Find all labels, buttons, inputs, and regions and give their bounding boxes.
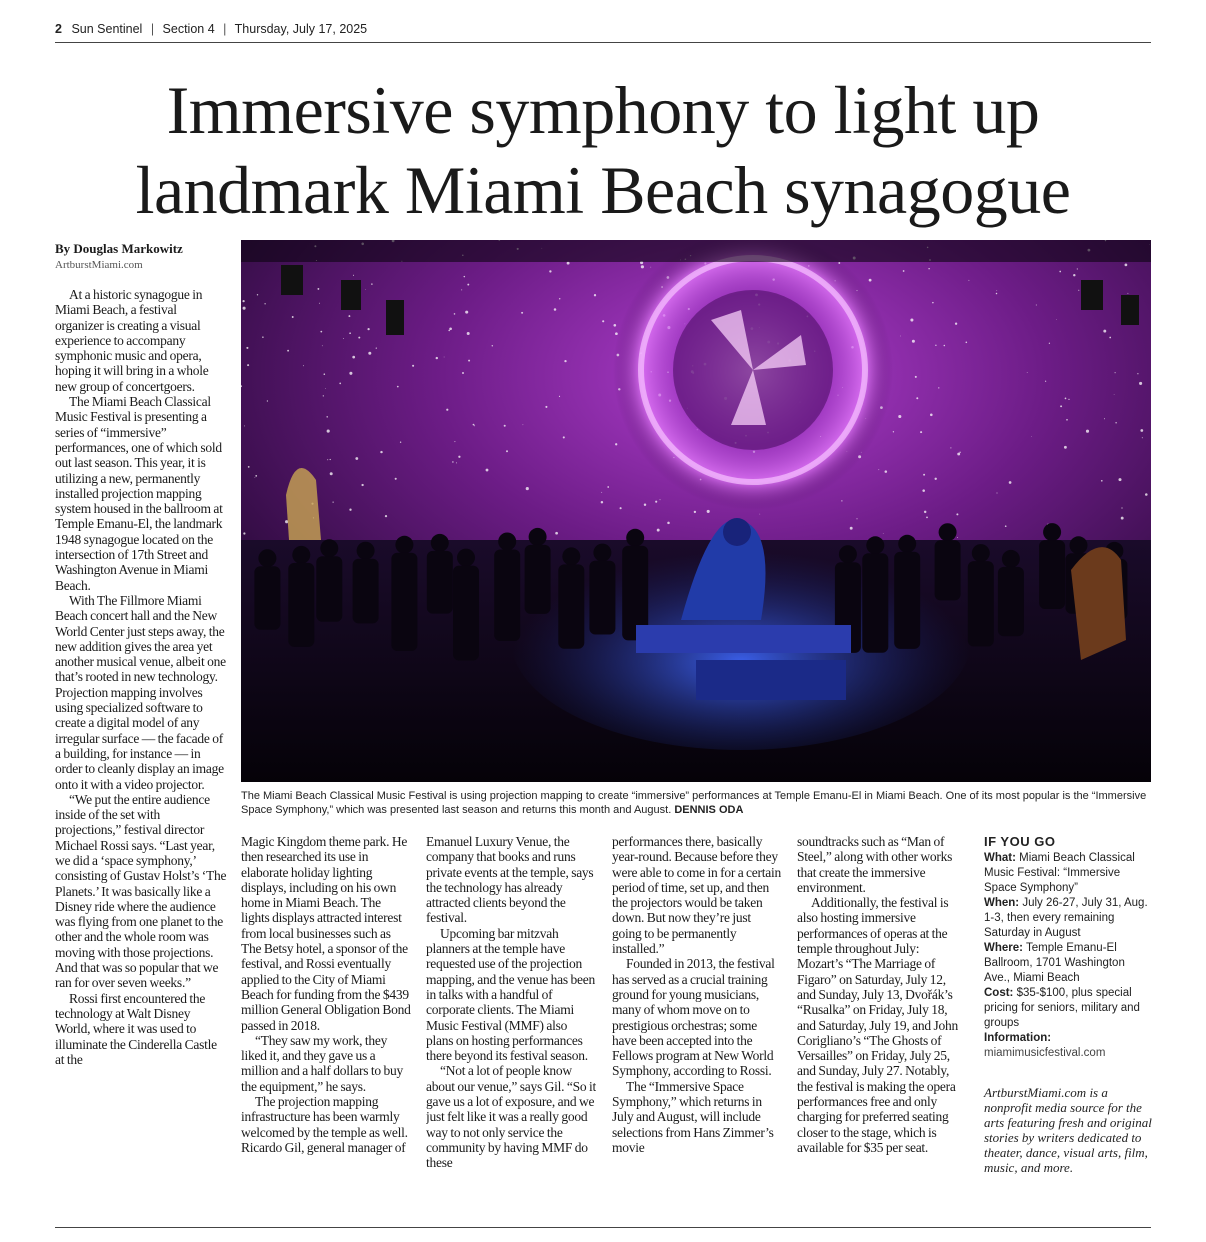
star <box>759 514 760 515</box>
star <box>650 267 651 268</box>
where-value: Temple Emanu-El Ballroom, 1701 Washington Ave., Miami Beach <box>984 942 1125 984</box>
star <box>920 431 922 433</box>
star <box>436 357 438 359</box>
musician-body <box>935 540 961 600</box>
star <box>339 383 341 385</box>
star <box>361 484 363 486</box>
star <box>559 396 560 397</box>
star <box>330 472 333 475</box>
publisher-note: ArtburstMiami.com is a nonprofit media source for the arts featuring fresh and original stories by writers dedicated to theater, dance, visual arts, film, music, and more. <box>984 1085 1152 1175</box>
star <box>323 395 324 396</box>
star <box>1104 418 1105 419</box>
star <box>1049 343 1050 344</box>
star <box>549 270 551 272</box>
star <box>326 416 327 417</box>
musician-head <box>626 529 644 547</box>
musician-head <box>431 534 449 552</box>
if-you-go-where <box>984 941 1152 986</box>
musician-body <box>453 566 479 661</box>
star <box>1045 381 1046 382</box>
headline-line-2: landmark Miami Beach synagogue <box>135 152 1071 228</box>
star <box>264 303 265 304</box>
star <box>615 332 618 335</box>
star <box>1101 480 1103 482</box>
star <box>468 360 470 362</box>
star <box>292 316 294 318</box>
musician-head <box>395 536 413 554</box>
star <box>456 462 457 463</box>
star <box>959 452 960 453</box>
star <box>955 323 957 325</box>
when-label: When: <box>984 897 1020 909</box>
page-number: 2 <box>55 22 62 36</box>
musician-head <box>866 536 884 554</box>
star <box>1115 422 1116 423</box>
if-you-go-when <box>984 896 1152 941</box>
photo-caption <box>241 789 1151 817</box>
star <box>564 360 566 362</box>
star <box>924 511 926 513</box>
star <box>928 268 929 269</box>
star <box>242 300 244 302</box>
star <box>602 320 604 322</box>
musician-head <box>258 549 276 567</box>
star <box>444 357 445 358</box>
musician-head <box>593 544 611 562</box>
star <box>607 486 609 488</box>
star <box>247 364 249 366</box>
star <box>1115 372 1116 373</box>
paragraph: Founded in 2013, the festival has served as a crucial training ground for young musicians, many of whom move on to prestigious orchestras; some have been accepted into the Fellows program at New World Symphony, according to Rossi. <box>612 956 775 1079</box>
star <box>1077 268 1078 269</box>
star <box>454 313 456 315</box>
musician-head <box>292 546 310 564</box>
star <box>1121 517 1124 520</box>
headline-line-1: Immersive symphony to light up <box>166 72 1040 148</box>
info-label: Information: <box>984 1032 1052 1044</box>
star <box>594 294 596 296</box>
star <box>915 376 917 378</box>
star <box>1068 399 1069 400</box>
paragraph: soundtracks such as “Man of Steel,” along with other works that create the immersive environment. <box>797 834 953 895</box>
musician-body <box>353 559 379 624</box>
star <box>893 431 894 432</box>
star <box>467 284 469 286</box>
star <box>950 447 951 448</box>
section-label: Section 4 <box>162 22 215 36</box>
star <box>449 327 452 330</box>
star <box>330 459 331 460</box>
star <box>243 532 245 534</box>
star <box>367 328 369 330</box>
star <box>458 456 460 458</box>
star <box>255 475 257 477</box>
musician-body <box>288 563 314 647</box>
paragraph: Rossi first encountered the technology at Walt Disney World, where it was used to illuminate the Cinderella Castle at the <box>55 990 217 1067</box>
star <box>526 487 529 490</box>
musician-body <box>525 545 551 614</box>
star <box>554 308 557 311</box>
star <box>657 529 660 532</box>
author-name: By Douglas Markowitz <box>55 241 183 256</box>
what-label: What: <box>984 852 1016 864</box>
star <box>935 345 936 346</box>
star <box>903 270 905 272</box>
star <box>898 415 901 418</box>
star <box>353 275 354 276</box>
star <box>521 312 523 314</box>
musician-head <box>498 533 516 551</box>
star <box>601 501 603 503</box>
star <box>966 342 968 344</box>
star <box>243 307 246 310</box>
star <box>244 425 245 426</box>
author-outlet: ArtburstMiami.com <box>55 259 143 271</box>
star <box>1142 437 1143 438</box>
cost-value: $35-$100, plus special pricing for seniors, military and groups <box>984 987 1140 1029</box>
star <box>869 279 872 282</box>
star <box>856 518 857 519</box>
paragraph: Magic Kingdom theme park. He then researched its use in elaborate holiday lighting displays, including on his own home in Miami Beach. The lights displays attracted interest from local businesses such as The Betsy hotel, a sponsor of the festival, and Rossi eventually applied to the City of Miami Beach for funding from the $439 million General Obligation Bond passed in 2018. <box>241 834 411 1033</box>
musician-body <box>589 561 615 635</box>
star <box>461 289 462 290</box>
star <box>613 324 616 327</box>
paragraph: Upcoming bar mitzvah planners at the temple have requested use of the projection mapping, and the venue has been in talks with a handful of corporate clients. The Miami Music Festival (MMF) also plans on hosting performances there beyond its festival season. <box>426 925 595 1064</box>
star <box>395 478 397 480</box>
star <box>327 430 330 433</box>
star <box>400 442 401 443</box>
star <box>348 315 350 317</box>
star <box>446 409 448 411</box>
paragraph: At a historic synagogue in Miami Beach, a festival organizer is creating a visual experience to accompany symphonic music and opera, hoping it will bring in a whole new group of concertgoers. <box>55 287 209 394</box>
musician-head <box>357 542 375 560</box>
star <box>317 288 319 290</box>
star <box>615 443 617 445</box>
star <box>660 499 661 500</box>
star <box>923 474 925 476</box>
star <box>397 386 399 388</box>
star <box>303 365 304 366</box>
star <box>285 520 288 523</box>
star <box>454 441 455 442</box>
star <box>473 424 475 426</box>
paragraph: “They saw my work, they liked it, and they gave us a million and a half dollars to buy the equipment,” he says. <box>241 1032 403 1094</box>
if-you-go-box <box>984 834 1152 1175</box>
star <box>358 337 360 339</box>
musician-head <box>562 547 580 565</box>
star <box>327 459 328 460</box>
star <box>523 424 524 425</box>
star <box>912 340 915 343</box>
musician-body <box>894 552 920 649</box>
masthead-separator: | <box>223 22 227 36</box>
star <box>563 436 565 438</box>
star <box>343 338 344 339</box>
when-value: July 26-27, July 31, Aug. 1-3, then every remaining Saturday in August <box>984 897 1148 939</box>
musician-body <box>1039 540 1065 609</box>
star <box>910 318 913 321</box>
star <box>968 280 969 281</box>
star <box>930 414 933 417</box>
paragraph: “We put the entire audience inside of the set with projections,” festival director Michael Rossi says. “Last year, we did a ‘space symphony,’ consisting of Gustav Holst’s ‘The Planets.’ It was basically like a Disney ride where the audience was flying from one planet to the other and the whole room was moving with those projections. And that was so popular that we ran for over seven weeks.” <box>55 791 227 991</box>
byline <box>55 241 235 271</box>
musician-body <box>391 553 417 651</box>
masthead <box>55 22 1151 43</box>
star <box>956 513 958 515</box>
musician-head <box>457 549 475 567</box>
star <box>1031 436 1032 437</box>
star <box>850 527 853 530</box>
star <box>694 511 696 513</box>
star <box>486 469 489 472</box>
star <box>504 425 506 427</box>
star <box>916 397 918 399</box>
masthead-separator: | <box>150 22 155 36</box>
star <box>878 469 879 470</box>
star <box>1073 274 1075 276</box>
star <box>996 290 997 291</box>
star <box>474 425 475 426</box>
musician-body <box>968 561 994 646</box>
star <box>322 345 323 346</box>
musician-head <box>972 544 990 562</box>
star <box>352 356 355 359</box>
star <box>1036 305 1037 306</box>
star <box>506 450 508 452</box>
star <box>255 477 256 478</box>
star <box>1059 271 1061 273</box>
star <box>841 500 842 501</box>
star <box>545 406 547 408</box>
star <box>1137 373 1138 374</box>
if-you-go-heading: IF YOU GO <box>984 834 1056 849</box>
star <box>1121 507 1122 508</box>
concert-photo-illustration <box>241 240 1151 782</box>
bottom-rule <box>55 1227 1151 1228</box>
star <box>1145 493 1148 496</box>
star <box>1064 446 1067 449</box>
star <box>1114 394 1115 395</box>
photo-credit: DENNIS ODA <box>674 804 744 816</box>
article-column-1 <box>55 287 227 1207</box>
star <box>655 501 657 503</box>
star <box>287 350 289 352</box>
musician-body <box>494 550 520 642</box>
star <box>1005 525 1007 527</box>
star <box>885 470 888 473</box>
musician-head <box>898 535 916 553</box>
where-label: Where: <box>984 942 1023 954</box>
musician-body <box>998 567 1024 636</box>
musician-body <box>316 556 342 622</box>
star <box>926 517 928 519</box>
star <box>448 330 450 332</box>
star <box>355 457 358 460</box>
paragraph: Additionally, the festival is also hosting immersive performances of operas at the temple throughout July: Mozart’s “The Marriage of Figaro” on Saturday, July 12, and Sunday, July 13, Dvořák’s “Rusalka” on Friday, July 18, and Saturday, July 19, and John Corigliano’s “The Ghosts of Versailles” on Friday, July 25, and Sunday, July 27. Notably, the festival is making the opera performances free and only charging for preferred seating closer to the stage, which is available for $35 per seat. <box>797 895 958 1155</box>
star <box>385 515 387 517</box>
musician-head <box>839 545 857 563</box>
star <box>1027 372 1028 373</box>
star <box>368 352 371 355</box>
star <box>707 510 710 513</box>
star <box>376 347 377 348</box>
star <box>559 298 560 299</box>
star <box>567 262 570 265</box>
star <box>365 289 366 290</box>
star <box>349 332 351 334</box>
star <box>932 302 934 304</box>
star <box>412 365 414 367</box>
concert-photo <box>241 240 1151 782</box>
star <box>1065 398 1067 400</box>
musician-head <box>1043 523 1061 541</box>
star <box>1078 290 1079 291</box>
star <box>938 387 939 388</box>
musician-head <box>1070 536 1088 554</box>
star <box>324 373 326 375</box>
star <box>957 537 958 538</box>
star <box>667 522 670 525</box>
star <box>1118 478 1121 481</box>
star <box>1086 430 1089 433</box>
star <box>349 509 351 511</box>
star <box>1125 264 1128 267</box>
star <box>1103 330 1106 333</box>
star <box>1056 319 1057 320</box>
caption-text: The Miami Beach Classical Music Festival is using projection mapping to create “immersive” performances at Temple Emanu-El in Miami Beach. One of its most popular is the “Immersive Space Symphony,” which was presented last season and returns this month and August. <box>241 790 1147 816</box>
paragraph: performances there, basically year-round. Because before they were able to come in for a certain period of time, set up, and then the projectors would be taken down. But now they’re just going to be permanently installed.” <box>612 834 782 957</box>
star <box>465 311 468 314</box>
article-column-5 <box>797 834 967 1209</box>
musician-body <box>254 566 280 630</box>
info-url[interactable]: miamimusicfestival.com <box>984 1047 1106 1059</box>
paragraph: The projection mapping infrastructure has been warmly welcomed by the temple as well. Ricardo Gil, general manager of <box>241 1094 408 1155</box>
star <box>371 283 372 284</box>
star <box>644 503 646 505</box>
star <box>1140 429 1143 432</box>
musician-body <box>427 551 453 614</box>
star <box>319 303 320 304</box>
star <box>333 502 334 503</box>
if-you-go-cost <box>984 986 1152 1031</box>
star <box>997 493 998 494</box>
star <box>883 533 884 534</box>
star <box>1109 337 1111 339</box>
star <box>464 276 465 277</box>
star <box>601 492 602 493</box>
musician-body <box>558 564 584 648</box>
star <box>452 461 453 462</box>
musician-head <box>939 523 957 541</box>
star <box>248 466 250 468</box>
star <box>320 331 322 333</box>
star <box>935 478 937 480</box>
if-you-go-what <box>984 851 1152 896</box>
article-column-3 <box>426 834 596 1209</box>
paragraph: The “Immersive Space Symphony,” which returns in July and August, will include selections from Hans Zimmer’s movie <box>612 1078 774 1155</box>
musician-head <box>1002 550 1020 568</box>
musician-head <box>529 528 547 546</box>
paper-name: Sun Sentinel <box>71 22 143 36</box>
star <box>957 453 960 456</box>
article-column-2 <box>241 834 411 1209</box>
star <box>380 451 382 453</box>
star <box>1139 382 1142 385</box>
star <box>349 372 352 375</box>
article-column-4 <box>612 834 782 1209</box>
star <box>325 388 326 389</box>
star <box>641 265 644 268</box>
star <box>257 294 258 295</box>
star <box>492 345 493 346</box>
star <box>1009 481 1012 484</box>
headline <box>40 70 1166 230</box>
star <box>1060 405 1062 407</box>
if-you-go-info <box>984 1031 1152 1061</box>
star <box>462 372 464 374</box>
cost-label: Cost: <box>984 987 1014 999</box>
paragraph: Emanuel Luxury Venue, the company that books and runs private events at the temple, says the technology has already attracted clients beyond the festival. <box>426 834 594 926</box>
star <box>262 336 264 338</box>
paragraph: The Miami Beach Classical Music Festival is presenting a series of “immersive” performances, one of which sold out last season. This year, it is utilizing a new, permanently installed projection mapping system housed in the ballroom at Temple Emanu-El, the landmark 1948 synagogue located on the intersection of 17th Street and Washington Avenue in Miami Beach. <box>55 394 223 593</box>
musician-body <box>862 553 888 653</box>
star <box>1127 293 1128 294</box>
star <box>900 336 901 337</box>
star <box>620 507 622 509</box>
star <box>267 400 268 401</box>
star <box>467 332 470 335</box>
star <box>555 532 558 535</box>
issue-date: Thursday, July 17, 2025 <box>234 22 368 36</box>
star <box>996 293 998 295</box>
paragraph: “Not a lot of people know about our venue,” says Gil. “So it gave us a lot of exposure, and we just felt like it was a really good way to not only service the community by having MMF do these <box>426 1063 596 1171</box>
star <box>1066 419 1068 421</box>
star <box>922 489 925 492</box>
paragraph: With The Fillmore Miami Beach concert hall and the New World Center just steps away, the new addition gives the area yet another musical venue, albeit one that’s rooted in new technology. Projection mapping involves using specialized software to create a digital model of any irregular surface — the facade of a building, for instance — in order to cleanly display an image onto it with a video projector. <box>55 592 226 792</box>
musician-head <box>320 539 338 557</box>
star <box>944 345 946 347</box>
star <box>246 347 248 349</box>
what-value: Miami Beach Classical Music Festival: “Immersive Space Symphony” <box>984 852 1135 894</box>
